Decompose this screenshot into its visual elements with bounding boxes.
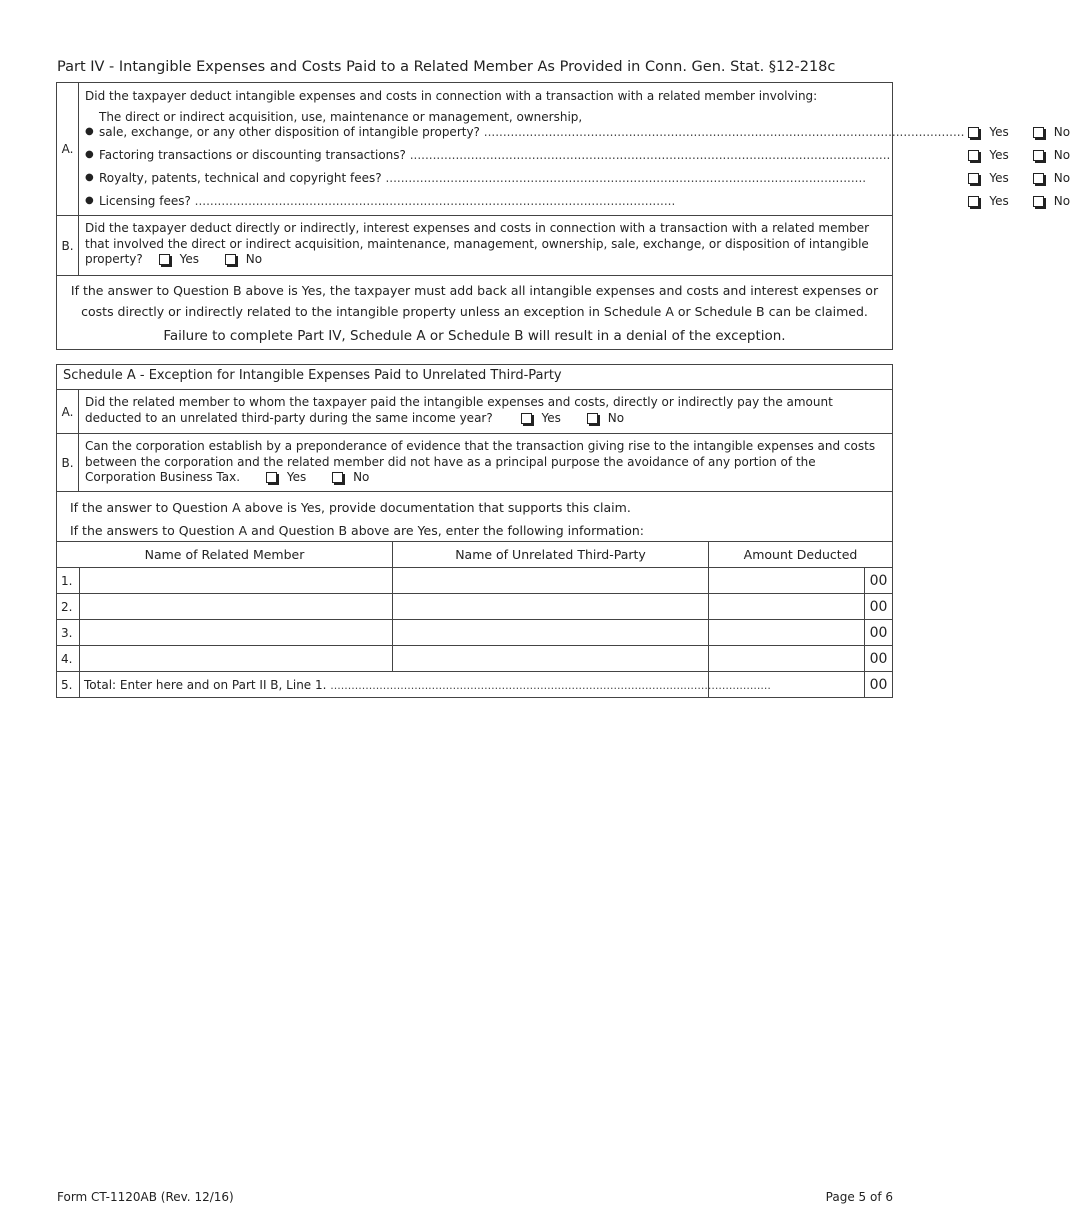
no-checkbox[interactable]: [1033, 127, 1044, 138]
question-a-text: Did the related member to whom the taxpayer paid the intangible expenses and costs, directly or indirectly pay the amount deducted to an unrelated third-party during the same income year?: [85, 395, 833, 425]
no-checkbox[interactable]: [587, 413, 598, 424]
bullet: ●: [85, 126, 94, 137]
yes-label: Yes: [286, 470, 307, 484]
part4-note: [57, 276, 892, 349]
row-number: 4.: [57, 646, 80, 672]
no-label: No: [607, 410, 625, 425]
bullet: ●: [85, 149, 94, 160]
no-checkbox[interactable]: [1033, 150, 1044, 161]
leader-dots: ..............................................................................................................................: [409, 148, 891, 162]
unrelated-party-input[interactable]: [393, 568, 709, 594]
no-label: No: [1053, 148, 1071, 162]
total-row: [57, 672, 892, 698]
table-row: [57, 620, 892, 646]
yes-checkbox[interactable]: [159, 254, 170, 265]
yes-checkbox[interactable]: [968, 196, 979, 207]
bullet: ●: [85, 172, 94, 183]
item-licensing: [85, 193, 1084, 209]
cents: 00: [865, 568, 892, 594]
no-label: No: [245, 252, 263, 266]
page-number: Page 5 of 6: [825, 1190, 893, 1204]
schedule-a-table-wrap: [57, 542, 892, 697]
leader-dots: ..............................................................................................................................: [330, 678, 771, 692]
amount-input[interactable]: [709, 646, 865, 672]
amount-input[interactable]: [709, 594, 865, 620]
related-member-input[interactable]: [80, 594, 393, 620]
question-b-text: Did the taxpayer deduct directly or indirectly, interest expenses and costs in connection with a transaction with a related member that involved the direct or indirect acquisition, maintenance, management, ownership, sale, exchange, or disposition of intangible property?: [85, 221, 870, 266]
row-number: 1.: [57, 568, 80, 594]
item-label: Licensing fees?: [99, 194, 191, 208]
yes-label: Yes: [179, 252, 199, 266]
leader-dots: ..............................................................................................................................: [194, 194, 676, 208]
leader-dots: ..............................................................................................................................: [483, 125, 965, 139]
info-line-2: If the answers to Question A and Question B above are Yes, enter the following information:: [70, 523, 644, 538]
item-royalty: [85, 170, 1084, 186]
yes-checkbox[interactable]: [968, 150, 979, 161]
question-letter: A.: [57, 83, 79, 215]
cents: 00: [865, 646, 892, 672]
yes-label: Yes: [989, 171, 1009, 185]
amount-input[interactable]: [709, 568, 865, 594]
amount-input[interactable]: [709, 620, 865, 646]
yes-label: Yes: [541, 410, 561, 425]
part4-question-a: [57, 83, 1071, 216]
question-letter: B.: [57, 434, 79, 491]
table-row: [57, 568, 892, 594]
unrelated-party-input[interactable]: [393, 620, 709, 646]
yes-checkbox[interactable]: [521, 413, 532, 424]
part4-title: Part IV - Intangible Expenses and Costs Paid to a Related Member As Provided in Conn. Gen. Stat. §12-218c: [57, 59, 836, 75]
yes-label: Yes: [989, 148, 1009, 162]
row-number: 5.: [57, 672, 80, 698]
form-id: Form CT-1120AB (Rev. 12/16): [57, 1190, 234, 1204]
item-intangible-property: [85, 110, 1084, 140]
related-member-input[interactable]: [80, 646, 393, 672]
item-factoring: [85, 147, 1084, 163]
table-header: [57, 542, 892, 568]
item-label: Factoring transactions or discounting transactions?: [99, 148, 406, 162]
item-label: sale, exchange, or any other disposition of intangible property?: [99, 125, 480, 139]
item-label: Royalty, patents, technical and copyright fees?: [99, 171, 382, 185]
row-number: 3.: [57, 620, 80, 646]
cents: 00: [865, 620, 892, 646]
schedule-a-question-a: [57, 390, 892, 434]
no-checkbox[interactable]: [1033, 173, 1044, 184]
related-member-input[interactable]: [80, 568, 393, 594]
question-a-intro: Did the taxpayer deduct intangible expenses and costs in connection with a transaction with a related member involving:: [85, 89, 818, 103]
schedule-a-question-b: [57, 434, 892, 492]
note-warning: Failure to complete Part IV, Schedule A or Schedule B will result in a denial of the exception.: [163, 328, 786, 344]
cents: 00: [865, 672, 892, 698]
yes-checkbox[interactable]: [968, 173, 979, 184]
table-row: [57, 594, 892, 620]
question-letter: B.: [57, 216, 79, 275]
no-checkbox[interactable]: [1033, 196, 1044, 207]
schedule-a-box: [56, 364, 893, 698]
info-line-1: If the answer to Question A above is Yes, provide documentation that supports this claim.: [70, 500, 631, 515]
schedule-a-table: [57, 542, 892, 697]
note-line-2: costs directly or indirectly related to the intangible property unless an exception in Schedule A or Schedule B can be claimed.: [81, 304, 868, 319]
no-checkbox[interactable]: [332, 472, 343, 483]
col-related-member: Name of Related Member: [57, 542, 393, 568]
col-amount-deducted: Amount Deducted: [709, 542, 893, 568]
part4-question-b: [57, 216, 892, 276]
total-label: Total: Enter here and on Part II B, Line 1.: [84, 677, 327, 692]
question-letter: A.: [57, 390, 79, 433]
schedule-a-info: [57, 492, 892, 542]
yes-label: Yes: [989, 194, 1009, 208]
unrelated-party-input[interactable]: [393, 594, 709, 620]
yes-checkbox[interactable]: [266, 472, 277, 483]
item-line1: The direct or indirect acquisition, use, maintenance or management, ownership,: [99, 110, 583, 124]
yes-checkbox[interactable]: [968, 127, 979, 138]
row-number: 2.: [57, 594, 80, 620]
no-label: No: [1053, 171, 1071, 185]
no-label: No: [1053, 194, 1071, 208]
col-unrelated-party: Name of Unrelated Third-Party: [393, 542, 709, 568]
cents: 00: [865, 594, 892, 620]
no-label: No: [1053, 125, 1071, 139]
bullet: ●: [85, 195, 94, 206]
leader-dots: ..............................................................................................................................: [385, 171, 867, 185]
schedule-a-title: Schedule A - Exception for Intangible Expenses Paid to Unrelated Third-Party: [57, 365, 892, 390]
related-member-input[interactable]: [80, 620, 393, 646]
question-b-text: Can the corporation establish by a preponderance of evidence that the transaction giving rise to the intangible expenses and costs between the corporation and the related member did not have as a principal purpose the avoidance of any portion of the Corporation Business Tax.: [85, 439, 876, 484]
table-row: [57, 646, 892, 672]
unrelated-party-input[interactable]: [393, 646, 709, 672]
part4-box: [56, 82, 1071, 350]
no-label: No: [353, 470, 370, 484]
yes-label: Yes: [989, 125, 1009, 139]
no-checkbox[interactable]: [225, 254, 236, 265]
note-line-1: If the answer to Question B above is Yes, the taxpayer must add back all intangible expenses and costs and interest expenses or: [70, 283, 879, 298]
